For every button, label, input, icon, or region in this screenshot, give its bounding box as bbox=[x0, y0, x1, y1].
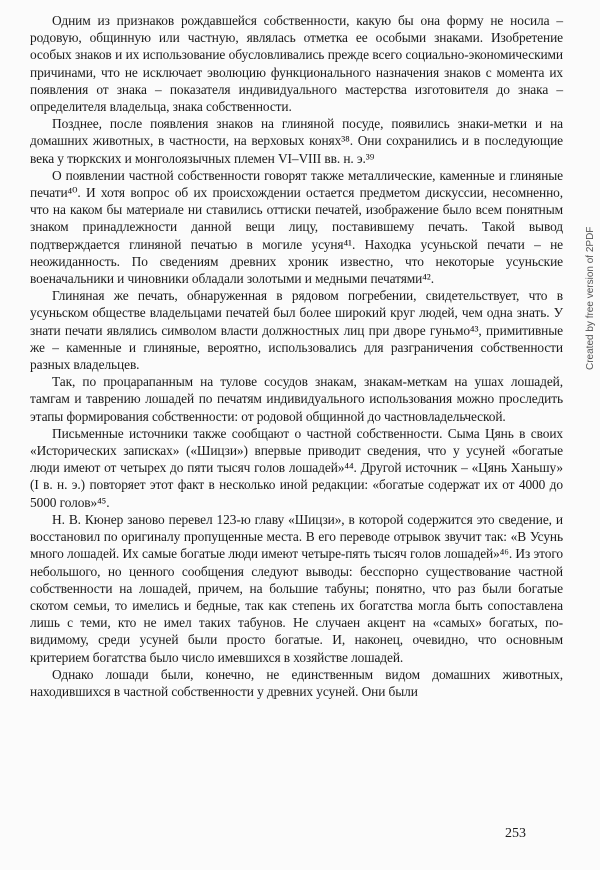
paragraph-3: О появлении частной собственности говорят также металлические, каменные и глиняные печати⁴⁰. И хотя вопрос об их происхождении остается предметом дискуссии, несомненно, что на каком бы материале ни ставились оттиски печатей, изображение было всем понятным знаком принадлежности данной вещи лицу, поставившему печать. Такой вывод подтверждается глиняной печатью в могиле усуня⁴¹. Находка усуньской печати – не неожиданность. По сведениям древних хроник известно, что некоторые усуньские военачальники и чиновники обладали золотыми и медными печатями⁴². bbox=[30, 167, 563, 287]
paragraph-1: Одним из признаков рождавшейся собственности, какую бы она форму не носила – родовую, общинную или частную, являлась отметка ее особыми знаками. Изобретение особых знаков и их использование обусловливались прежде всего социально-экономическими причинами, что не исключает эволюцию функционального назначения знаков с момента их появления от знака – показателя индивидуального мастерства изготовителя до знака – определителя владельца, знака собственности. bbox=[30, 13, 563, 115]
watermark-text: Created by free version of 2PDF bbox=[585, 226, 596, 370]
main-text-column bbox=[30, 12, 563, 700]
paragraph-7: Н. В. Кюнер заново перевел 123-ю главу «Шицзи», в которой содержится это сведение, и восстановил по оригиналу пропущенные места. В его переводе отрывок звучит так: «В Усунь много лошадей. Их самые богатые люди имеют четыре-пять тысяч голов лошадей»⁴⁶. Из этого небольшого, но ценного сообщения следуют выводы: бесспорно существование частной собственности на лошадей, причем, на большие табуны; понятно, что раз были богатые скотом семьи, то имелись и бедные, так как степень их богатства могла быть сопоставлена лишь с теми, кто не имел таких табунов. Не случаен акцент на «самых» богатых, по-видимому, среди усуней были просто богатые. И, наконец, очевидно, что основным критерием богатства было число имевшихся в хозяйстве лошадей. bbox=[30, 511, 563, 665]
paragraph-8: Однако лошади были, конечно, не единственным видом домашних животных, находившихся в частной собственности у древних усуней. Они были bbox=[30, 666, 563, 699]
paragraph-2: Позднее, после появления знаков на глиняной посуде, появились знаки-метки и на домашних животных, в частности, на верховых конях³⁸. Они сохранились и в последующие века у тюркских и монголоязычных племен VI–VIII вв. н. э.³⁹ bbox=[30, 116, 563, 166]
paragraph-6: Письменные источники также сообщают о частной собственности. Сыма Цянь в своих «Исторических записках» («Шицзи») впервые приводит сведения, что у усуней «богатые люди имеют от четырех до пяти тысяч голов лошадей»⁴⁴. Другой источник – «Цянь Ханьшу» (I в. н. э.) повторяет этот факт в несколько иной редакции: «богатые содержат их от 4000 до 5000 голов»⁴⁵. bbox=[30, 425, 563, 510]
paragraph-5: Так, по процарапанным на тулове сосудов знакам, знакам-меткам на ушах лошадей, тамгам и таврению лошадей по печатям индивидуального использования можно проследить этапы формирования собственности: от родовой общинной до частновладельческой. bbox=[30, 374, 563, 424]
page-number: 253 bbox=[505, 826, 526, 841]
watermark bbox=[585, 170, 597, 370]
paragraph-4: Глиняная же печать, обнаруженная в рядовом погребении, свидетельствует, что в усуньском обществе владельцами печатей был более широкий круг людей, чем одна знать. У знати печати являлись символом власти должностных лиц при дворе гуньмо⁴³, примитивные же – каменные и глиняные, вероятно, использовались для разграничения собственности разных владельцев. bbox=[30, 288, 563, 373]
